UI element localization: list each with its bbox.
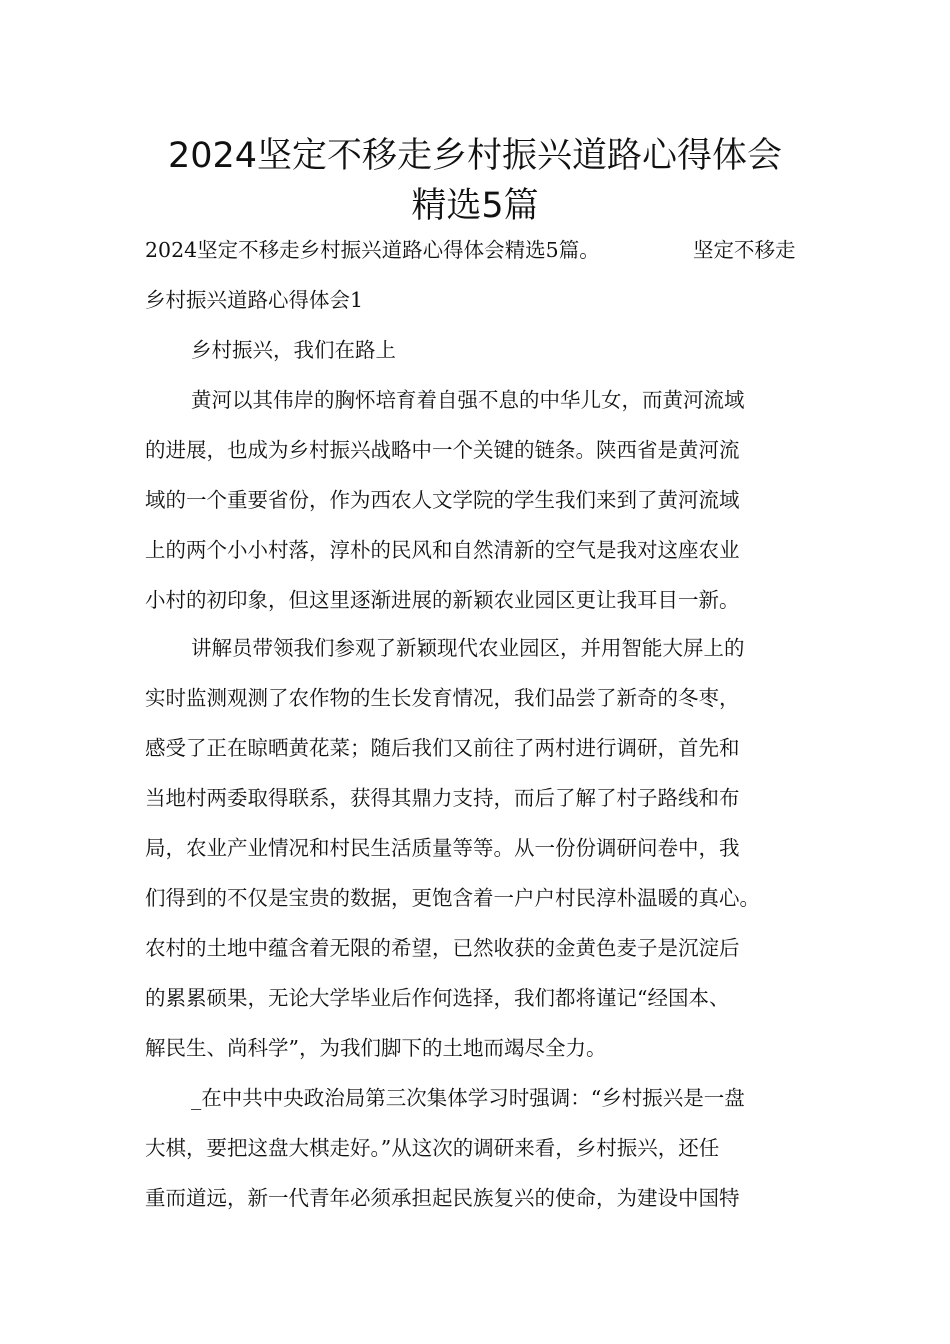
- body-line: 大棋，要把这盘大棋走好。”从这次的调研来看，乡村振兴，还任: [145, 1136, 720, 1160]
- intro-text-line-2: 乡村振兴道路心得体会1: [145, 288, 364, 312]
- body-line: 的累累硕果，无论大学毕业后作何选择，我们都将谨记“经国本、: [145, 986, 730, 1010]
- body-line: 感受了正在晾晒黄花菜；随后我们又前往了两村进行调研，首先和: [145, 736, 740, 760]
- body-line: 农村的土地中蕴含着无限的希望，已然收获的金黄色麦子是沉淀后: [145, 936, 740, 960]
- body-line: 实时监测观测了农作物的生长发育情况，我们品尝了新奇的冬枣，: [145, 686, 740, 710]
- intro-text-continued: 坚定不移走: [693, 238, 796, 262]
- document-title-line-2: 精选5篇: [411, 186, 539, 226]
- body-line: 局，农业产业情况和村民生活质量等等。从一份份调研问卷中，我: [145, 836, 740, 860]
- body-line: 小村的初印象，但这里逐渐进展的新颖农业园区更让我耳目一新。: [145, 588, 740, 612]
- body-line: 域的一个重要省份，作为西农人文学院的学生我们来到了黄河流域: [145, 488, 740, 512]
- body-line: 的进展，也成为乡村振兴战略中一个关键的链条。陕西省是黄河流: [145, 438, 740, 462]
- body-line: 解民生、尚科学”，为我们脚下的土地而竭尽全力。: [145, 1036, 607, 1060]
- body-line: 上的两个小小村落，淳朴的民风和自然清新的空气是我对这座农业: [145, 538, 740, 562]
- document-title-line-1: 2024坚定不移走乡村振兴道路心得体会: [167, 136, 783, 176]
- body-line: _在中共中央政治局第三次集体学习时强调：“乡村振兴是一盘: [191, 1086, 745, 1110]
- intro-text: 2024坚定不移走乡村振兴道路心得体会精选5篇。: [145, 238, 600, 262]
- section-heading: 乡村振兴，我们在路上: [191, 338, 396, 362]
- body-line: 黄河以其伟岸的胸怀培育着自强不息的中华儿女，而黄河流域: [191, 388, 745, 412]
- body-line: 当地村两委取得联系，获得其鼎力支持，而后了解了村子路线和布: [145, 786, 740, 810]
- body-line: 讲解员带领我们参观了新颖现代农业园区，并用智能大屏上的: [191, 636, 745, 660]
- body-line: 重而道远，新一代青年必须承担起民族复兴的使命，为建设中国特: [145, 1186, 740, 1210]
- body-line: 们得到的不仅是宝贵的数据，更饱含着一户户村民淳朴温暖的真心。: [145, 886, 760, 910]
